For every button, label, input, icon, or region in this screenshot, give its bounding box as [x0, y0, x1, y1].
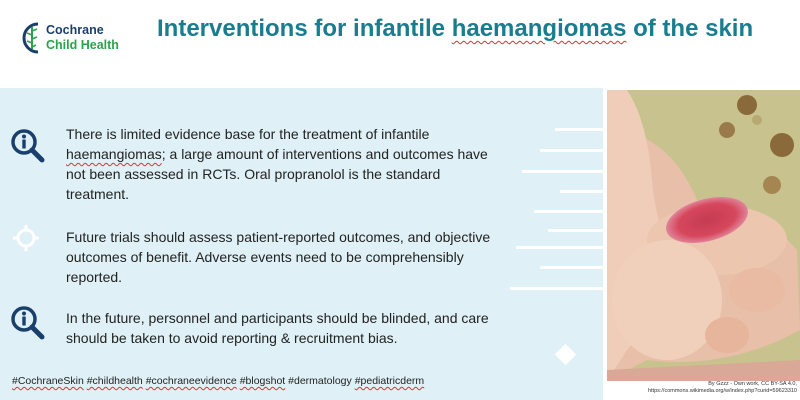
title-part-1: Interventions for infantile — [157, 15, 452, 42]
bar — [534, 210, 603, 213]
finding-1-part-2: haemangiomas — [66, 146, 162, 162]
title-part-2: haemangiomas — [451, 15, 627, 42]
bar — [540, 266, 603, 269]
brand-subname: Child Health — [46, 38, 119, 52]
cochrane-logo[interactable] — [20, 18, 150, 62]
bar — [516, 246, 603, 249]
bar — [540, 149, 603, 152]
photo-credit — [607, 381, 797, 400]
hashtag[interactable]: #blogshot — [239, 375, 286, 387]
hashtag[interactable]: #pediatricderm — [354, 375, 425, 387]
header — [0, 0, 800, 88]
finding-text-2: Future trials should assess patient-reported outcomes, and objective outcomes of benefit. Adverse events need to be comprehensibly reported. — [66, 229, 491, 285]
hashtag[interactable]: #childhealth — [86, 375, 143, 387]
search-info-icon — [10, 128, 46, 164]
brand-name: Cochrane — [46, 23, 104, 37]
crosshair-icon — [10, 222, 46, 258]
photo-credit-line-1: By Gzzz - Own work, CC BY-SA 4.0, — [708, 381, 797, 387]
photo-credit-line-2[interactable]: https://commons.wikimedia.org/w/index.php?curid=59623310 — [647, 388, 797, 394]
hashtag-list — [12, 375, 424, 387]
title-part-3: of the skin — [626, 15, 754, 42]
finding-1-part-1: There is limited evidence base for the treatment of infantile — [66, 126, 430, 142]
search-info-icon — [10, 305, 46, 341]
bar — [522, 170, 603, 173]
cochrane-emblem-icon — [20, 21, 42, 55]
finding-1-part-3: ; a large amount of interventions and outcomes have not been assessed in RCTs. Oral propranolol is the standard treatment. — [66, 146, 488, 202]
bar — [555, 128, 603, 131]
page-title — [157, 11, 757, 46]
bar — [560, 190, 603, 193]
finding-text-3: In the future, personnel and participants should be blinded, and care should be taken to avoid reporting & recruitment bias. — [66, 310, 489, 346]
haemangioma-photo — [607, 90, 800, 381]
hashtag[interactable]: #cochraneevidence — [145, 375, 237, 387]
hashtag[interactable]: #CochraneSkin — [12, 375, 84, 387]
hashtag[interactable]: #dermatology — [288, 375, 352, 387]
bar — [510, 287, 603, 290]
bar — [548, 229, 603, 232]
finding-text-1 — [66, 124, 496, 204]
